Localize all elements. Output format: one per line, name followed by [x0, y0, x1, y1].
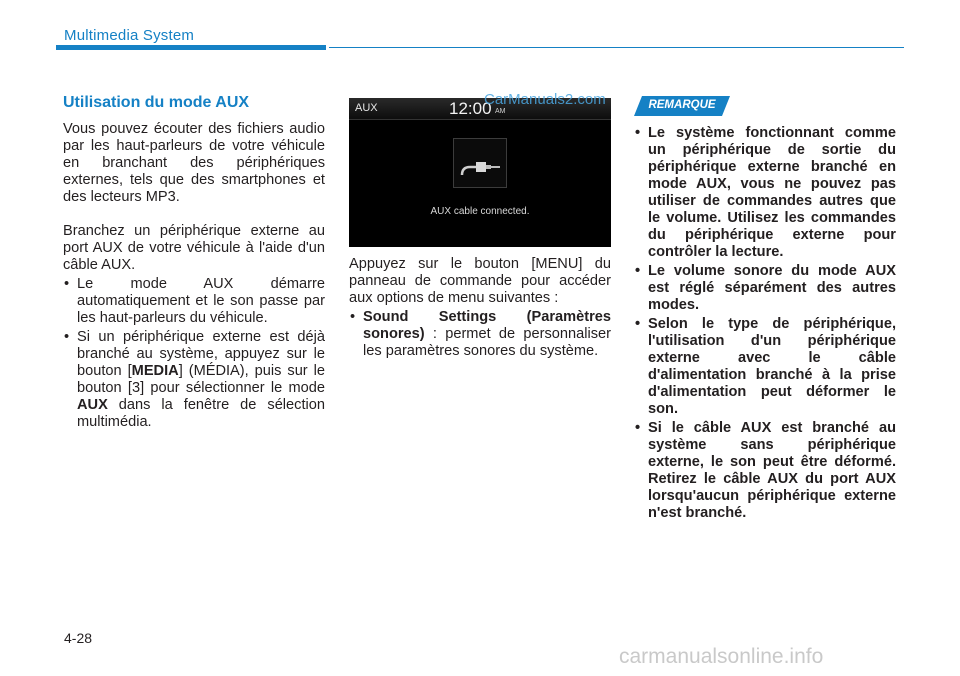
screen-message: AUX cable connected. [430, 206, 530, 217]
aux-mode-label: AUX [77, 397, 108, 413]
note-text: Le système fonctionnant comme un périphérique de sortie du périphérique externe branché en mode AUX, vous ne pouvez pas utiliser de commandes autres que le volume. Utilisez les commandes du périphérique externe pour contrôler la lecture. [648, 125, 896, 260]
list-item [349, 309, 611, 360]
section-header: Multimedia System [64, 27, 195, 44]
note-text: Le volume sonore du mode AUX est réglé séparément des autres modes. [648, 263, 896, 313]
bullet-text: : permet de personnaliser les paramètres sonores du système. [363, 326, 611, 359]
list-item [63, 329, 325, 431]
remarque-badge [634, 96, 730, 116]
remarque-label: REMARQUE [648, 99, 716, 111]
header-rule-thin [329, 47, 904, 48]
aux-screen-image [349, 98, 611, 247]
list-item [634, 125, 896, 261]
media-button-label: MEDIA [131, 363, 179, 379]
column-right [634, 125, 896, 522]
list-item [63, 276, 325, 327]
screen-title: AUX [355, 102, 378, 114]
list-item [634, 420, 896, 522]
list-item [634, 263, 896, 314]
sound-settings-label: Sound Settings (Paramètres sonores) [363, 309, 611, 342]
watermark-overlay: CarManuals2.com [484, 91, 606, 108]
footer-watermark: carmanualsonline.info [619, 645, 824, 668]
page-number: 4-28 [64, 630, 93, 646]
bullet-text: dans la fenêtre de sélection multimédia. [77, 397, 325, 430]
bullet-text: Si un périphérique externe est déjà branché au système, appuyez sur le bouton [ [77, 329, 325, 379]
intro-paragraph: Vous pouvez écouter des fichiers audio par les haut-parleurs de votre véhicule en branchant des périphériques externes, tels que des smartphones et des lecteurs MP3. [63, 121, 325, 205]
column-left [63, 94, 325, 431]
screen-clock: 12:00 [449, 99, 492, 118]
menu-paragraph: Appuyez sur le bouton [MENU] du panneau de commande pour accéder aux options de menu suivantes : [349, 256, 611, 306]
section-heading: Utilisation du mode AUX [63, 94, 250, 111]
note-text: Selon le type de périphérique, l'utilisation d'un périphérique externe avec le câble d'alimentation branché à la prise d'alimentation peut déformer le son. [648, 316, 896, 417]
bullet-text: ] (MÉDIA), puis sur le bouton [3] pour sélectionner le mode [77, 363, 325, 396]
column-middle [349, 256, 611, 360]
connect-paragraph: Branchez un périphérique externe au port AUX de votre véhicule à l'aide d'un câble AUX. [63, 223, 325, 273]
note-text: Si le câble AUX est branché au système sans périphérique externe, le son peut être déformé. Retirez le câble AUX du port AUX lorsqu'aucun périphérique externe n'est branché. [648, 420, 896, 521]
bullet-text: Le mode AUX démarre automatiquement et le son passe par les haut-parleurs du véhicule. [77, 276, 325, 326]
aux-cable-icon [453, 138, 507, 188]
header-rule-thick [56, 45, 326, 50]
list-item [634, 316, 896, 418]
screen-ampm: AM [495, 108, 506, 115]
